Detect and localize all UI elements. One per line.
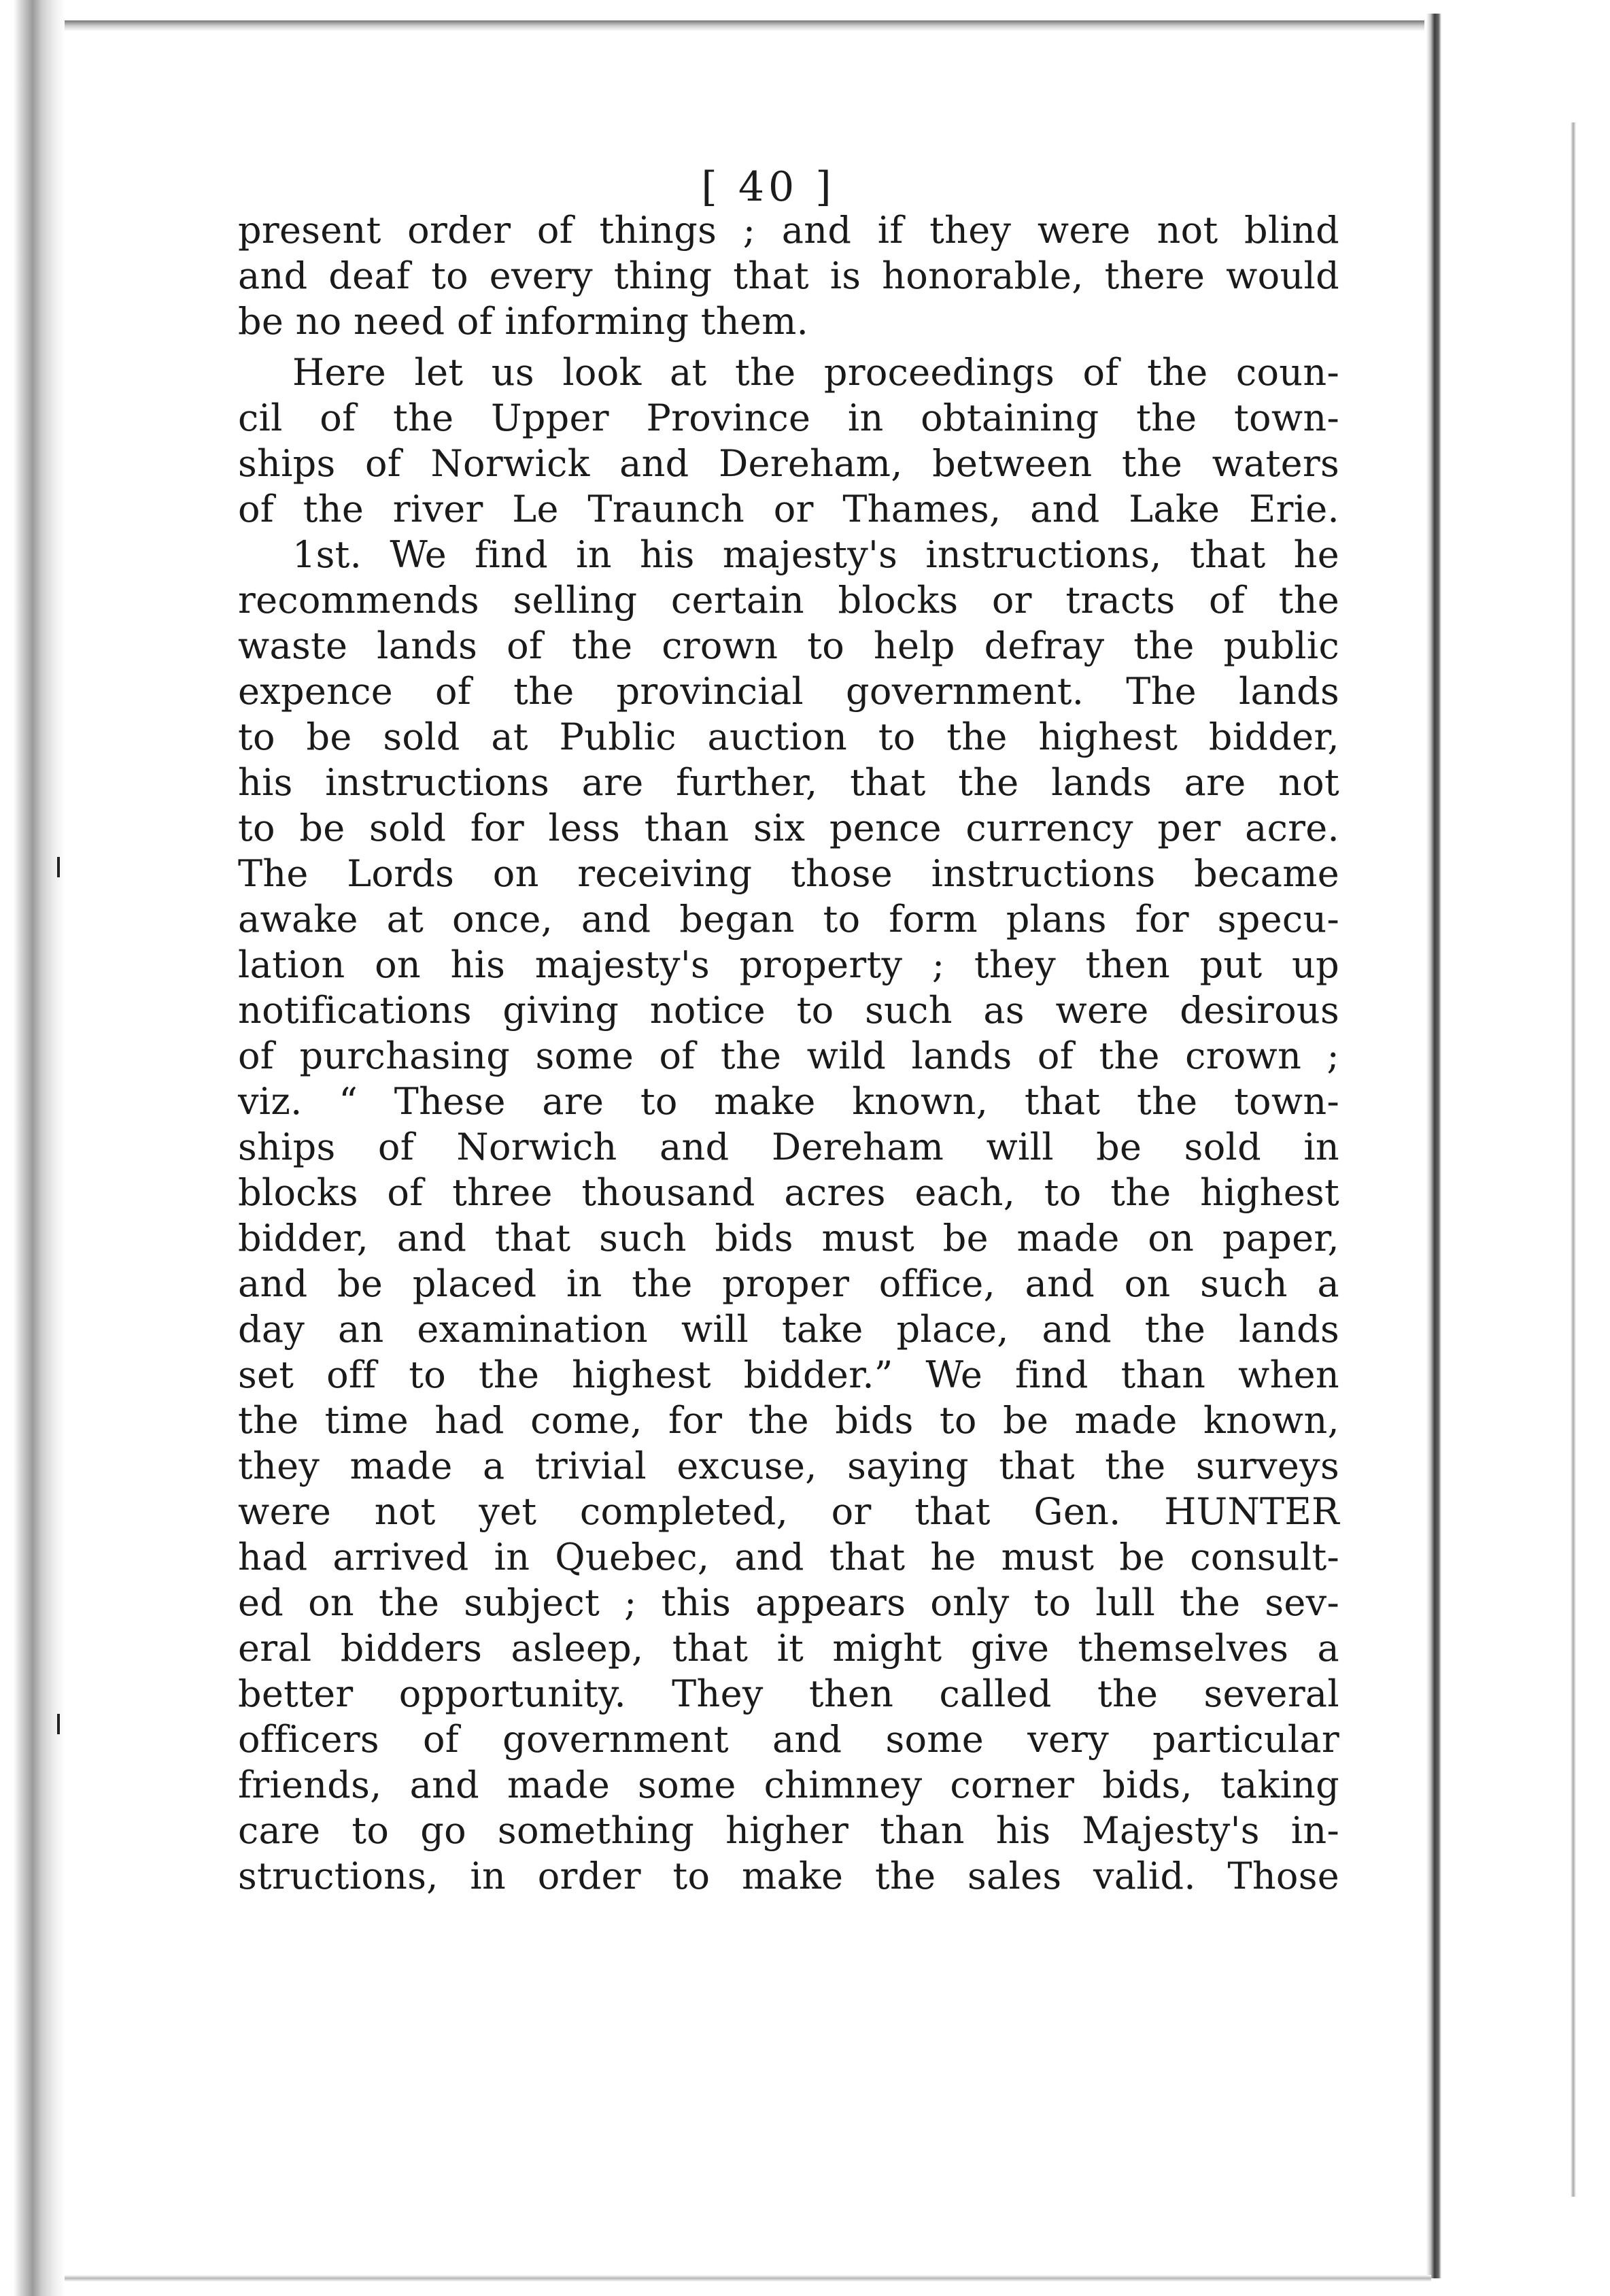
text-line: ed on the subject ; this appears only to lull the sev- [238,1581,1339,1624]
text-line: had arrived in Quebec, and that he must be consult- [238,1536,1339,1578]
page-fold-shadow [1426,14,1441,2278]
text-line: bidder, and that such bids must be made on paper, [238,1217,1339,1260]
facing-page-edge [1571,122,1576,2197]
text-line: structions, in order to make the sales valid. Those [238,1855,1339,1897]
text-line: of the river Le Traunch or Thames, and Lake Erie. [238,488,1339,530]
text-line: ships of Norwick and Dereham, between the waters [238,442,1339,485]
text-line: present order of things ; and if they were not blind [238,209,1339,252]
text-line: eral bidders asleep, that it might give themselves a [238,1627,1339,1670]
text-line: and deaf to every thing that is honorable, there would [238,254,1339,297]
text-line: were not yet completed, or that Gen. HUNTER [238,1490,1339,1533]
facing-page-strip [1452,41,1598,2251]
text-line: recommends selling certain blocks or tracts of the [238,579,1339,622]
text-line: awake at once, and began to form plans for specu- [238,898,1339,941]
text-line: cil of the Upper Province in obtaining the town- [238,396,1339,439]
text-line: blocks of three thousand acres each, to the highest [238,1171,1339,1214]
scan-bottom-edge [65,2275,1431,2282]
text-line: to be sold at Public auction to the highest bidder, [238,715,1339,758]
book-page [88,41,1421,2265]
text-line: waste lands of the crown to help defray the public [238,624,1339,667]
text-line: better opportunity. They then called the several [238,1672,1339,1715]
text-line: care to go something higher than his Majesty's in- [238,1809,1339,1852]
text-line: of purchasing some of the wild lands of the crown ; [238,1034,1339,1077]
scan-mark [57,857,60,877]
text-line: ships of Norwich and Dereham will be sold in [238,1126,1339,1168]
text-line: notifications giving notice to such as were desirous [238,989,1339,1032]
text-line: be no need of informing them. [238,300,809,343]
text-line: his instructions are further, that the lands are not [238,761,1339,804]
text-line: day an examination will take place, and the lands [238,1308,1339,1351]
text-line: viz. “ These are to make known, that the town- [238,1080,1339,1123]
scan-left-edge [0,0,65,2296]
scan-top-edge [65,20,1424,31]
text-line: expence of the provincial government. The lands [238,670,1339,713]
text-line: and be placed in the proper office, and on such a [238,1262,1339,1305]
text-line: The Lords on receiving those instructions became [238,852,1339,895]
text-line: they made a trivial excuse, saying that the surveys [238,1445,1339,1487]
text-line: lation on his majesty's property ; they then put up [238,943,1339,986]
page-number: [ 40 ] [701,163,836,211]
text-line: Here let us look at the proceedings of the coun- [292,351,1339,394]
body-text [238,207,1339,1899]
text-line: friends, and made some chimney corner bids, taking [238,1763,1339,1806]
text-line: to be sold for less than six pence currency per acre. [238,807,1339,849]
scan-mark [57,1714,60,1734]
text-line: set off to the highest bidder.” We find than when [238,1353,1339,1396]
text-line: 1st. We find in his majesty's instructions, that he [292,533,1339,576]
text-line: officers of government and some very particular [238,1718,1339,1761]
text-line: the time had come, for the bids to be made known, [238,1399,1339,1442]
